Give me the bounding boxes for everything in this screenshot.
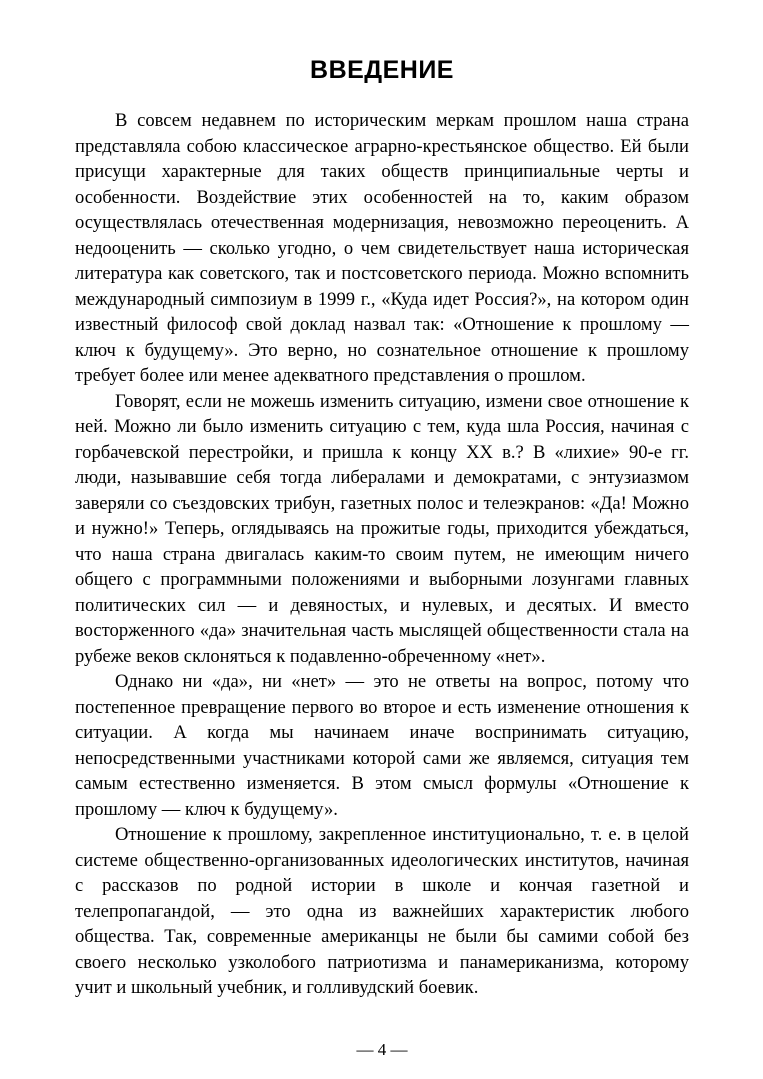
paragraph: Отношение к прошлому, закрепленное институционально, т. е. в целой системе общественно-организованных идеологических институтов, начиная с рассказов по родной истории в школе и кончая газетной и телепропагандой, — это одна из важнейших характеристик любого общества. Так, современные американцы не были бы самими собой без своего несколько узколобого патриотизма и панамериканизма, которому учит и школьный учебник, и голливудский боевик. xyxy=(75,824,689,998)
page-title: ВВЕДЕНИЕ xyxy=(310,56,454,84)
page-number: — 4 — xyxy=(356,1040,408,1059)
body-text xyxy=(75,108,689,1001)
paragraph: В совсем недавнем по историческим меркам прошлом наша страна представляла собою классическое аграрно-крестьянское общество. Ей были присущи характерные для таких обществ принципиальные черты и особенности. Воздействие этих особенностей на то, каким образом осуществлялась отечественная модернизация, невозможно переоценить. А недооценить — сколько угодно, о чем свидетельствует наша историческая литература как советского, так и постсоветского периода. Можно вспомнить международный симпозиум в 1999 г., «Куда идет Россия?», на котором один известный философ свой доклад назвал так: «Отношение к прошлому — ключ к будущему». Это верно, но сознательное отношение к прошлому требует более или менее адекватного представления о прошлом. xyxy=(75,110,689,386)
paragraph: Однако ни «да», ни «нет» — это не ответы на вопрос, потому что постепенное превращение первого во второе и есть изменение отношения к ситуации. А когда мы начинаем иначе воспринимать ситуацию, непосредственными участниками которой сами же являемся, ситуация тем самым естественно изменяется. В этом смысл формулы «Отношение к прошлому — ключ к будущему». xyxy=(75,671,689,820)
paragraph: Говорят, если не можешь изменить ситуацию, измени свое отношение к ней. Можно ли было изменить ситуацию с тем, куда шла Россия, начиная с горбачевской перестройки, и пришла к концу XX в.? В «лихие» 90-е гг. люди, называвшие себя тогда либералами и демократами, с энтузиазмом заверяли со съездовских трибун, газетных полос и телеэкранов: «Да! Можно и нужно!» Теперь, оглядываясь на прожитые годы, приходится убеждаться, что наша страна двигалась каким-то своим путем, не имеющим ничего общего с программными положениями и выборными лозунгами главных политических сил — и девяностых, и нулевых, и десятых. И вместо восторженного «да» значительная часть мыслящей общественности стала на рубеже веков склоняться к подавленно-обреченному «нет». xyxy=(75,390,689,667)
document-page xyxy=(75,0,689,1079)
